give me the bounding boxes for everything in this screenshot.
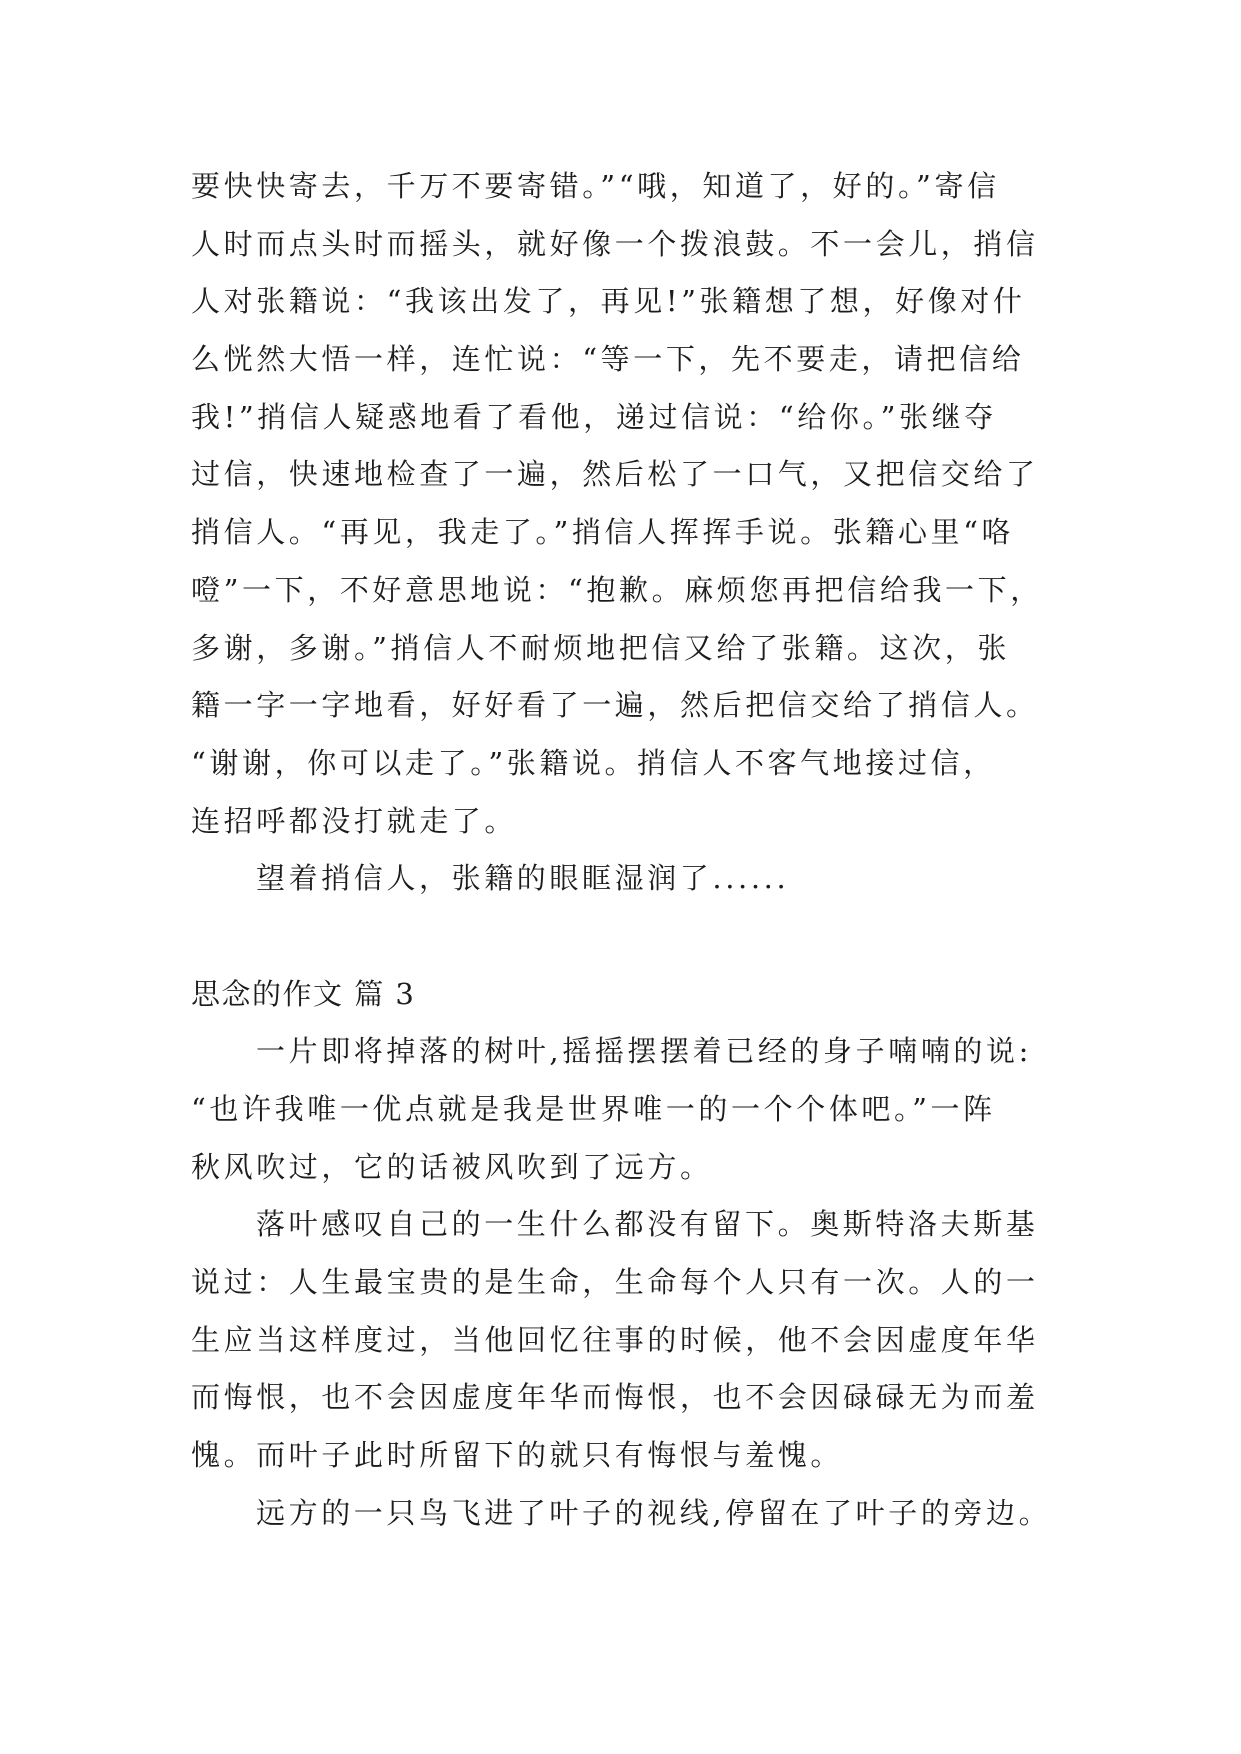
paragraph-3 [191, 1023, 1061, 1196]
text-line: 多谢，多谢。”捎信人不耐烦地把信又给了张籍。这次，张 [191, 630, 1010, 665]
text-line: 远方的一只鸟飞进了叶子的视线,停留在了叶子的旁边。 [256, 1495, 1052, 1530]
text-line: 人时而点头时而摇头，就好像一个拨浪鼓。不一会儿，捎信 [191, 226, 1039, 261]
text-line: 噔”一下，不好意思地说：“抱歉。麻烦您再把信给我一下， [191, 572, 1043, 607]
text-line: 愧。而叶子此时所留下的就只有悔恨与羞愧。 [191, 1438, 844, 1473]
section-heading: 思念的作文 篇 3 [191, 976, 416, 1011]
text-line: 说过：人生最宝贵的是生命，生命每个人只有一次。人的一 [191, 1265, 1039, 1300]
blank-line [191, 908, 1061, 966]
paragraph-4 [191, 1196, 1061, 1484]
text-line: 望着捎信人，张籍的眼眶湿润了...... [256, 861, 790, 896]
text-line: 要快快寄去，千万不要寄错。”“哦，知道了，好的。”寄信 [191, 169, 1000, 203]
text-line: 我!”捎信人疑惑地看了看他，递过信说：“给你。”张继夺 [191, 399, 997, 434]
text-line: 过信，快速地检查了一遍，然后松了一口气，又把信交给了 [191, 457, 1039, 492]
paragraph-2 [191, 850, 1061, 908]
paragraph-5 [191, 1485, 1061, 1543]
paragraph-1 [191, 158, 1061, 850]
text-line: 么恍然大悟一样，连忙说：“等一下，先不要走，请把信给 [191, 342, 1025, 377]
text-line: 连招呼都没打就走了。 [191, 803, 518, 838]
document-body [191, 158, 1061, 1543]
text-line: “也许我唯一优点就是我是世界唯一的一个个体吧。”一阵 [191, 1092, 996, 1127]
text-line: “谢谢，你可以走了。”张籍说。捎信人不客气地接过信， [191, 745, 996, 780]
text-line: 捎信人。“再见，我走了。”捎信人挥挥手说。张籍心里“咯 [191, 515, 1015, 550]
text-line: 一片即将掉落的树叶,摇摇摆摆着已经的身子喃喃的说: [256, 1034, 1032, 1069]
text-line: 生应当这样度过，当他回忆往事的时候，他不会因虚度年华 [191, 1322, 1039, 1357]
text-line: 而悔恨，也不会因虚度年华而悔恨，也不会因碌碌无为而羞 [191, 1380, 1039, 1415]
text-line: 秋风吹过，它的话被风吹到了远方。 [191, 1149, 713, 1184]
text-line: 籍一字一字地看，好好看了一遍，然后把信交给了捎信人。 [191, 688, 1039, 723]
text-line: 落叶感叹自己的一生什么都没有留下。奥斯特洛夫斯基 [256, 1207, 1039, 1242]
text-line: 人对张籍说：“我该出发了，再见!”张籍想了想，好像对什 [191, 284, 1026, 319]
